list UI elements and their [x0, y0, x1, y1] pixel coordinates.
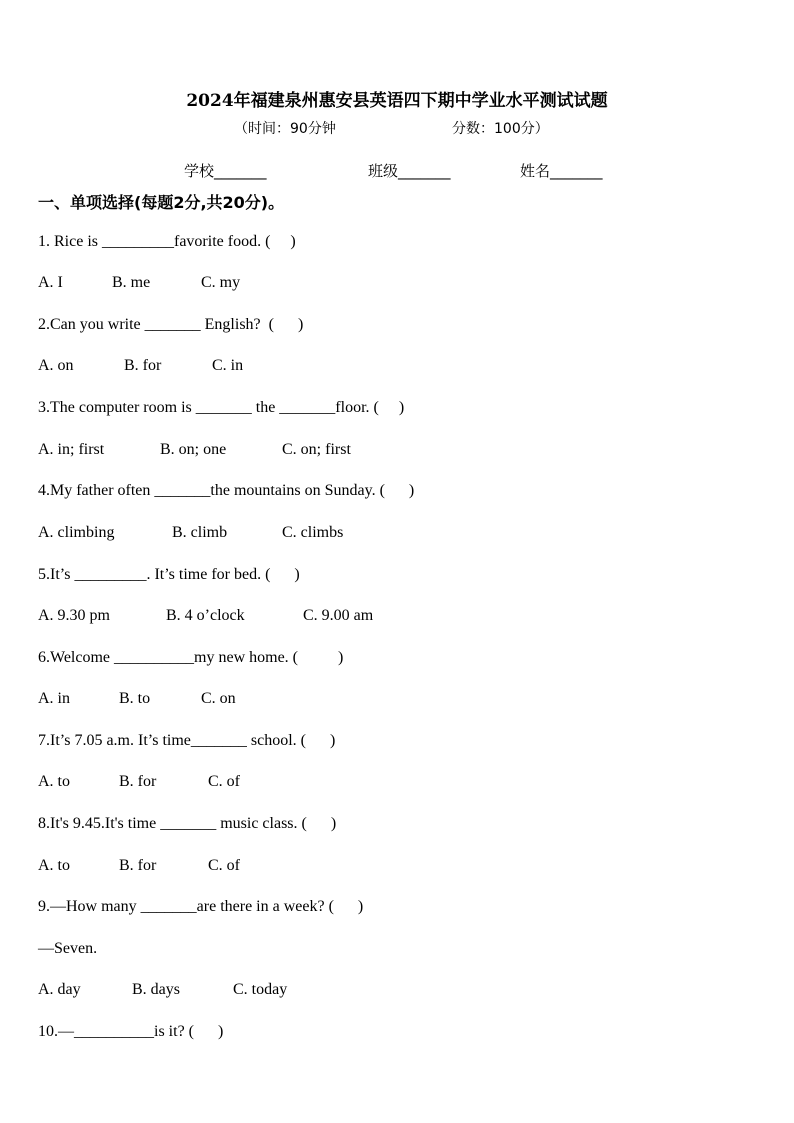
q8-option-c: C. of — [208, 857, 240, 874]
q5-option-a: A. 9.30 pm — [38, 607, 110, 624]
question-6: 6.Welcome __________my new home. ( ) — [38, 649, 344, 666]
q4-option-b: B. climb — [172, 524, 228, 541]
q9-option-a: A. day — [38, 981, 81, 998]
question-7: 7.It’s 7.05 a.m. It’s time_______ school. ( ) — [38, 732, 336, 749]
question-10: 10.—__________is it? ( ) — [38, 1023, 224, 1040]
class-field: 班级_______ — [368, 162, 451, 180]
q7-option-c: C. of — [208, 773, 240, 790]
exam-time: （时间：90分钟 — [234, 121, 336, 137]
question-9: 9.—How many _______are there in a week? ( ) — [38, 898, 364, 915]
q4-option-c: C. climbs — [282, 524, 344, 541]
q7-option-b: B. for — [119, 773, 157, 790]
q4-option-a: A. climbing — [38, 524, 115, 541]
page-title: 2024年福建泉州惠安县英语四下期中学业水平测试试题 — [186, 91, 608, 111]
q5-option-b: B. 4 o’clock — [166, 607, 245, 624]
question-5: 5.It’s _________. It’s time for bed. ( ) — [38, 566, 300, 583]
q6-option-b: B. to — [119, 690, 151, 707]
q1-option-b: B. me — [112, 274, 151, 291]
q1-option-c: C. my — [201, 274, 241, 291]
question-8: 8.It's 9.45.It's time _______ music class. ( ) — [38, 815, 337, 832]
q2-option-b: B. for — [124, 357, 162, 374]
question-3: 3.The computer room is _______ the _______floor. ( ) — [38, 399, 405, 416]
q2-option-c: C. in — [212, 357, 244, 374]
q3-option-b: B. on; one — [160, 441, 227, 458]
name-field: 姓名_______ — [520, 162, 603, 180]
section-title: 一、单项选择(每题2分,共20分)。 — [38, 193, 285, 212]
question-2: 2.Can you write _______ English? ( ) — [38, 316, 304, 333]
q3-option-a: A. in; first — [38, 441, 105, 458]
q1-option-a: A. I — [38, 274, 63, 291]
q6-option-a: A. in — [38, 690, 70, 707]
q5-option-c: C. 9.00 am — [303, 607, 374, 624]
question-1: 1. Rice is _________favorite food. ( ) — [38, 233, 296, 250]
q9-option-b: B. days — [132, 981, 180, 998]
q2-option-a: A. on — [38, 357, 74, 374]
school-field: 学校_______ — [184, 162, 267, 180]
exam-score: 分数：100分） — [452, 121, 549, 137]
question-4: 4.My father often _______the mountains on Sunday. ( ) — [38, 482, 415, 499]
q7-option-a: A. to — [38, 773, 70, 790]
q8-option-b: B. for — [119, 857, 157, 874]
q6-option-c: C. on — [201, 690, 236, 707]
q9-option-c: C. today — [233, 981, 288, 998]
q3-option-c: C. on; first — [282, 441, 351, 458]
question-9-answer-line: —Seven. — [38, 940, 98, 957]
q8-option-a: A. to — [38, 857, 70, 874]
